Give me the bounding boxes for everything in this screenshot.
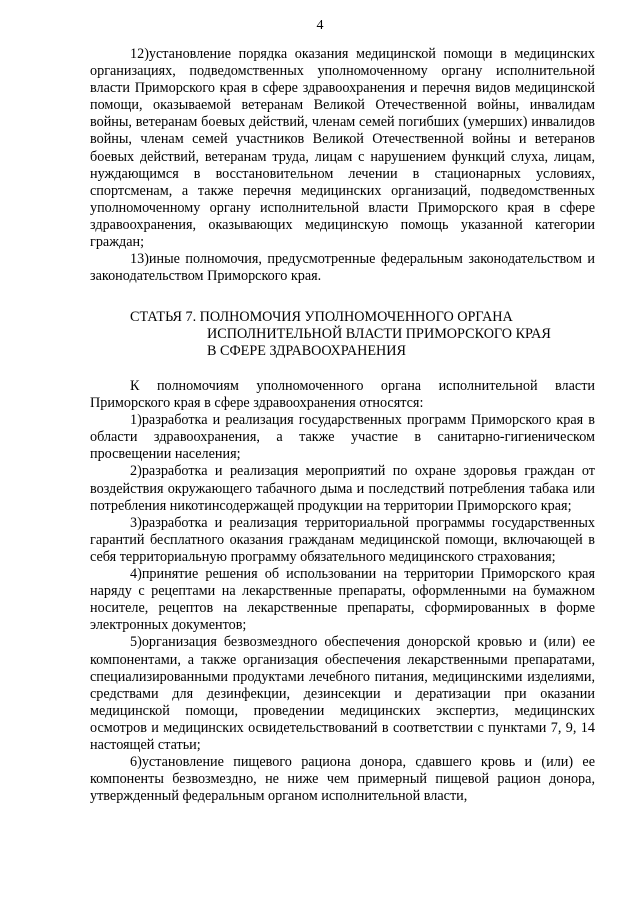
paragraph-item-6: 6)установление пищевого рациона донора, сдавшего кровь и (или) ее компоненты безвозмездно, не ниже чем примерный пищевой рацион донора, утвержденный федеральным органом исполнительной власти,	[90, 754, 595, 805]
paragraph-item-4: 4)принятие решения об использовании на территории Приморского края наряду с рецептами на лекарственные препараты, оформленными на бумажном носителе, рецептов на лекарственные препараты, сформированных в форме электронных документов;	[90, 566, 595, 634]
page-number: 4	[316, 18, 324, 33]
paragraph-item-12: 12)установление порядка оказания медицинской помощи в медицинских организациях, подведомственных уполномоченному органу исполнительной власти Приморского края в сфере здравоохранения и перечня видов медицинской помощи, оказываемой ветеранам Великой Отечественной войны, инвалидам войны, ветеранам боевых действий, членам семей погибших (умерших) инвалидов войны, членам семей участников Великой Отечественной войны и ветеранов боевых действий, ветеранам труда, лицам с нарушением функций слуха, лицам, нуждающимся в восстановительном лечении в стационарных условиях, спортсменам, а также перечня медицинских организаций, подведомственных уполномоченному органу исполнительной власти Приморского края в сфере здравоохранения, оказывающих медицинскую помощь указанной категории граждан;	[90, 46, 595, 251]
paragraph-intro: К полномочиям уполномоченного органа исполнительной власти Приморского края в сфере здравоохранения относятся:	[90, 378, 595, 412]
paragraph-item-13: 13)иные полномочия, предусмотренные федеральным законодательством и законодательством Приморского края.	[90, 251, 595, 285]
article-title-line-1: СТАТЬЯ 7. ПОЛНОМОЧИЯ УПОЛНОМОЧЕННОГО ОРГАНА	[130, 309, 513, 325]
article-title-line-3: В СФЕРЕ ЗДРАВООХРАНЕНИЯ	[207, 343, 406, 359]
paragraph-item-5: 5)организация безвозмездного обеспечения донорской кровью и (или) ее компонентами, а также организация обеспечения лекарственными препаратами, специализированными продуктами лечебного питания, медицинскими изделиями, средствами для дезинфекции, дезинсекции и дератизации при оказании медицинской помощи, проведении медицинских экспертиз, медицинских осмотров и медицинских освидетельствований в соответствии с пунктами 7, 9, 14 настоящей статьи;	[90, 634, 595, 753]
paragraph-item-3: 3)разработка и реализация территориальной программы государственных гарантий бесплатного оказания гражданам медицинской помощи, включающей в себя территориальную программу обязательного медицинского страхования;	[90, 514, 595, 565]
article-title	[130, 309, 570, 360]
article-body	[90, 378, 595, 805]
paragraph-item-1: 1)разработка и реализация государственных программ Приморского края в области здравоохранения, а также участие в санитарно-гигиеническом просвещении населения;	[90, 412, 595, 463]
top-section	[90, 46, 595, 285]
paragraph-item-2: 2)разработка и реализация мероприятий по охране здоровья граждан от воздействия окружающего табачного дыма и последствий потребления табака или потребления никотинсодержащей продукции на территории Приморского края;	[90, 463, 595, 514]
article-title-line-2: ИСПОЛНИТЕЛЬНОЙ ВЛАСТИ ПРИМОРСКОГО КРАЯ	[207, 326, 551, 342]
